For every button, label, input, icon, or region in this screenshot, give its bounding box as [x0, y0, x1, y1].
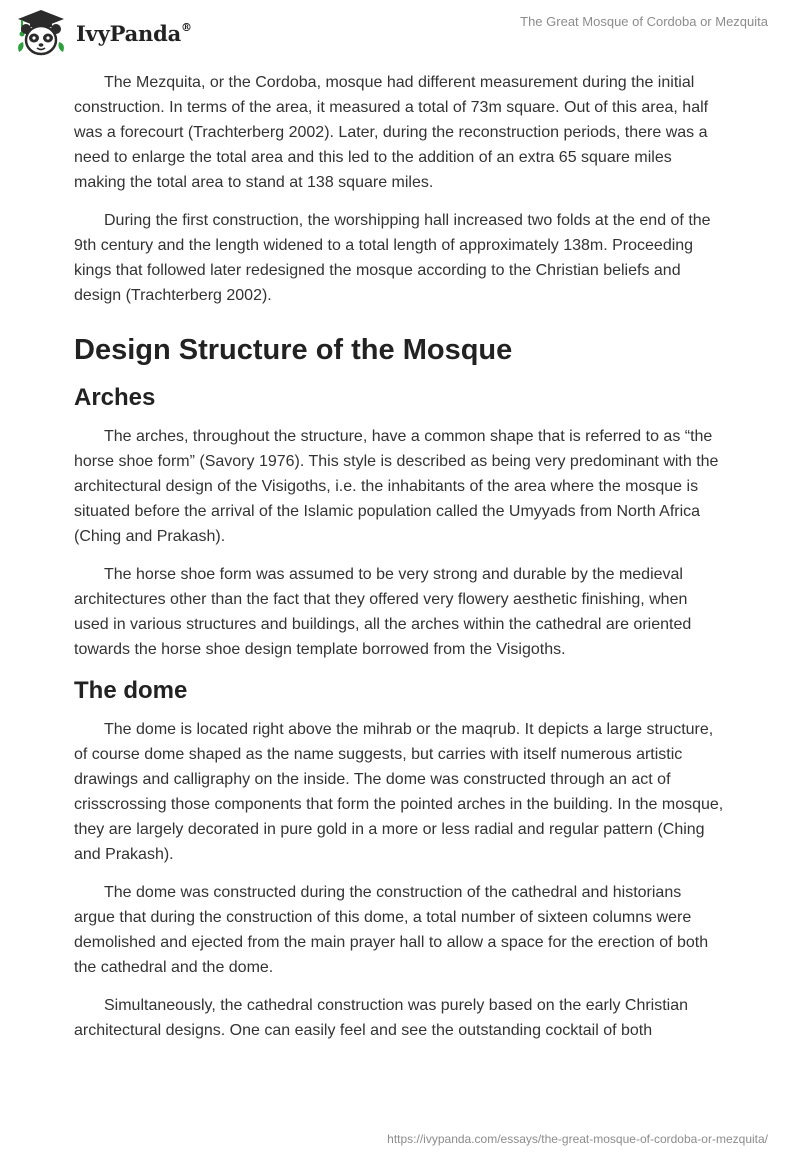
- dome-paragraph-2: The dome was constructed during the construction of the cathedral and historians argue that during the construction of this dome, a total number of sixteen columns were demolished and ejected from the main prayer hall to allow a space for the erection of both the cathedral and the dome.: [74, 884, 709, 976]
- dome-paragraph-3: Simultaneously, the cathedral construction was purely based on the early Christian architectural designs. One can easily feel and see the outstanding cocktail of both: [74, 997, 689, 1039]
- arches-paragraph-1: The arches, throughout the structure, have a common shape that is referred to as “the horse shoe form” (Savory 1976). This style is described as being very predominant with the architectural design of the Visigoths, i.e. the inhabitants of the area where the mosque is situated before the arrival of the Islamic population called the Umyyads from North Africa (Ching and Prakash).: [74, 428, 719, 545]
- brand-logo[interactable]: [14, 8, 192, 58]
- registered-mark: ®: [181, 20, 192, 34]
- essay-content: [74, 70, 726, 1056]
- brand-name: IvyPanda®: [76, 20, 192, 46]
- source-url[interactable]: https://ivypanda.com/essays/the-great-mosque-of-cordoba-or-mezquita/: [387, 1132, 768, 1146]
- arches-paragraph-2: The horse shoe form was assumed to be very strong and durable by the medieval architectures other than the fact that they offered very flowery aesthetic finishing, when used in various structures and buildings, all the arches within the cathedral are oriented towards the horse shoe design template borrowed from the Visigoths.: [74, 566, 692, 658]
- section-heading-design-structure: Design Structure of the Mosque: [74, 334, 513, 366]
- subheading-dome: The dome: [74, 677, 188, 704]
- intro-paragraph-1: The Mezquita, or the Cordoba, mosque had different measurement during the initial construction. In terms of the area, it measured a total of 73m square. Out of this area, half was a forecourt (Trachterberg 2002). Later, during the reconstruction periods, there was a need to enlarge the total area and this led to the addition of an extra 65 square miles making the total area to stand at 138 square miles.: [74, 74, 709, 191]
- document-title: The Great Mosque of Cordoba or Mezquita: [520, 14, 768, 29]
- intro-paragraph-2: During the first construction, the worshipping hall increased two folds at the end of the 9th century and the length widened to a total length of approximately 138m. Proceeding kings that followed later redesigned the mosque according to the Christian beliefs and design (Trachterberg 2002).: [74, 212, 711, 304]
- dome-paragraph-1: The dome is located right above the mihrab or the maqrub. It depicts a large structure, of course dome shaped as the name suggests, but carries with itself numerous artistic drawings and calligraphy on the inside. The dome was constructed through an act of crisscrossing those components that form the pointed arches in the building. In the mosque, they are largely decorated in pure gold in a more or less radial and regular pattern (Ching and Prakash).: [74, 721, 724, 863]
- subheading-arches: Arches: [74, 384, 156, 411]
- panda-graduate-icon: [14, 8, 68, 58]
- page-header: [0, 0, 800, 68]
